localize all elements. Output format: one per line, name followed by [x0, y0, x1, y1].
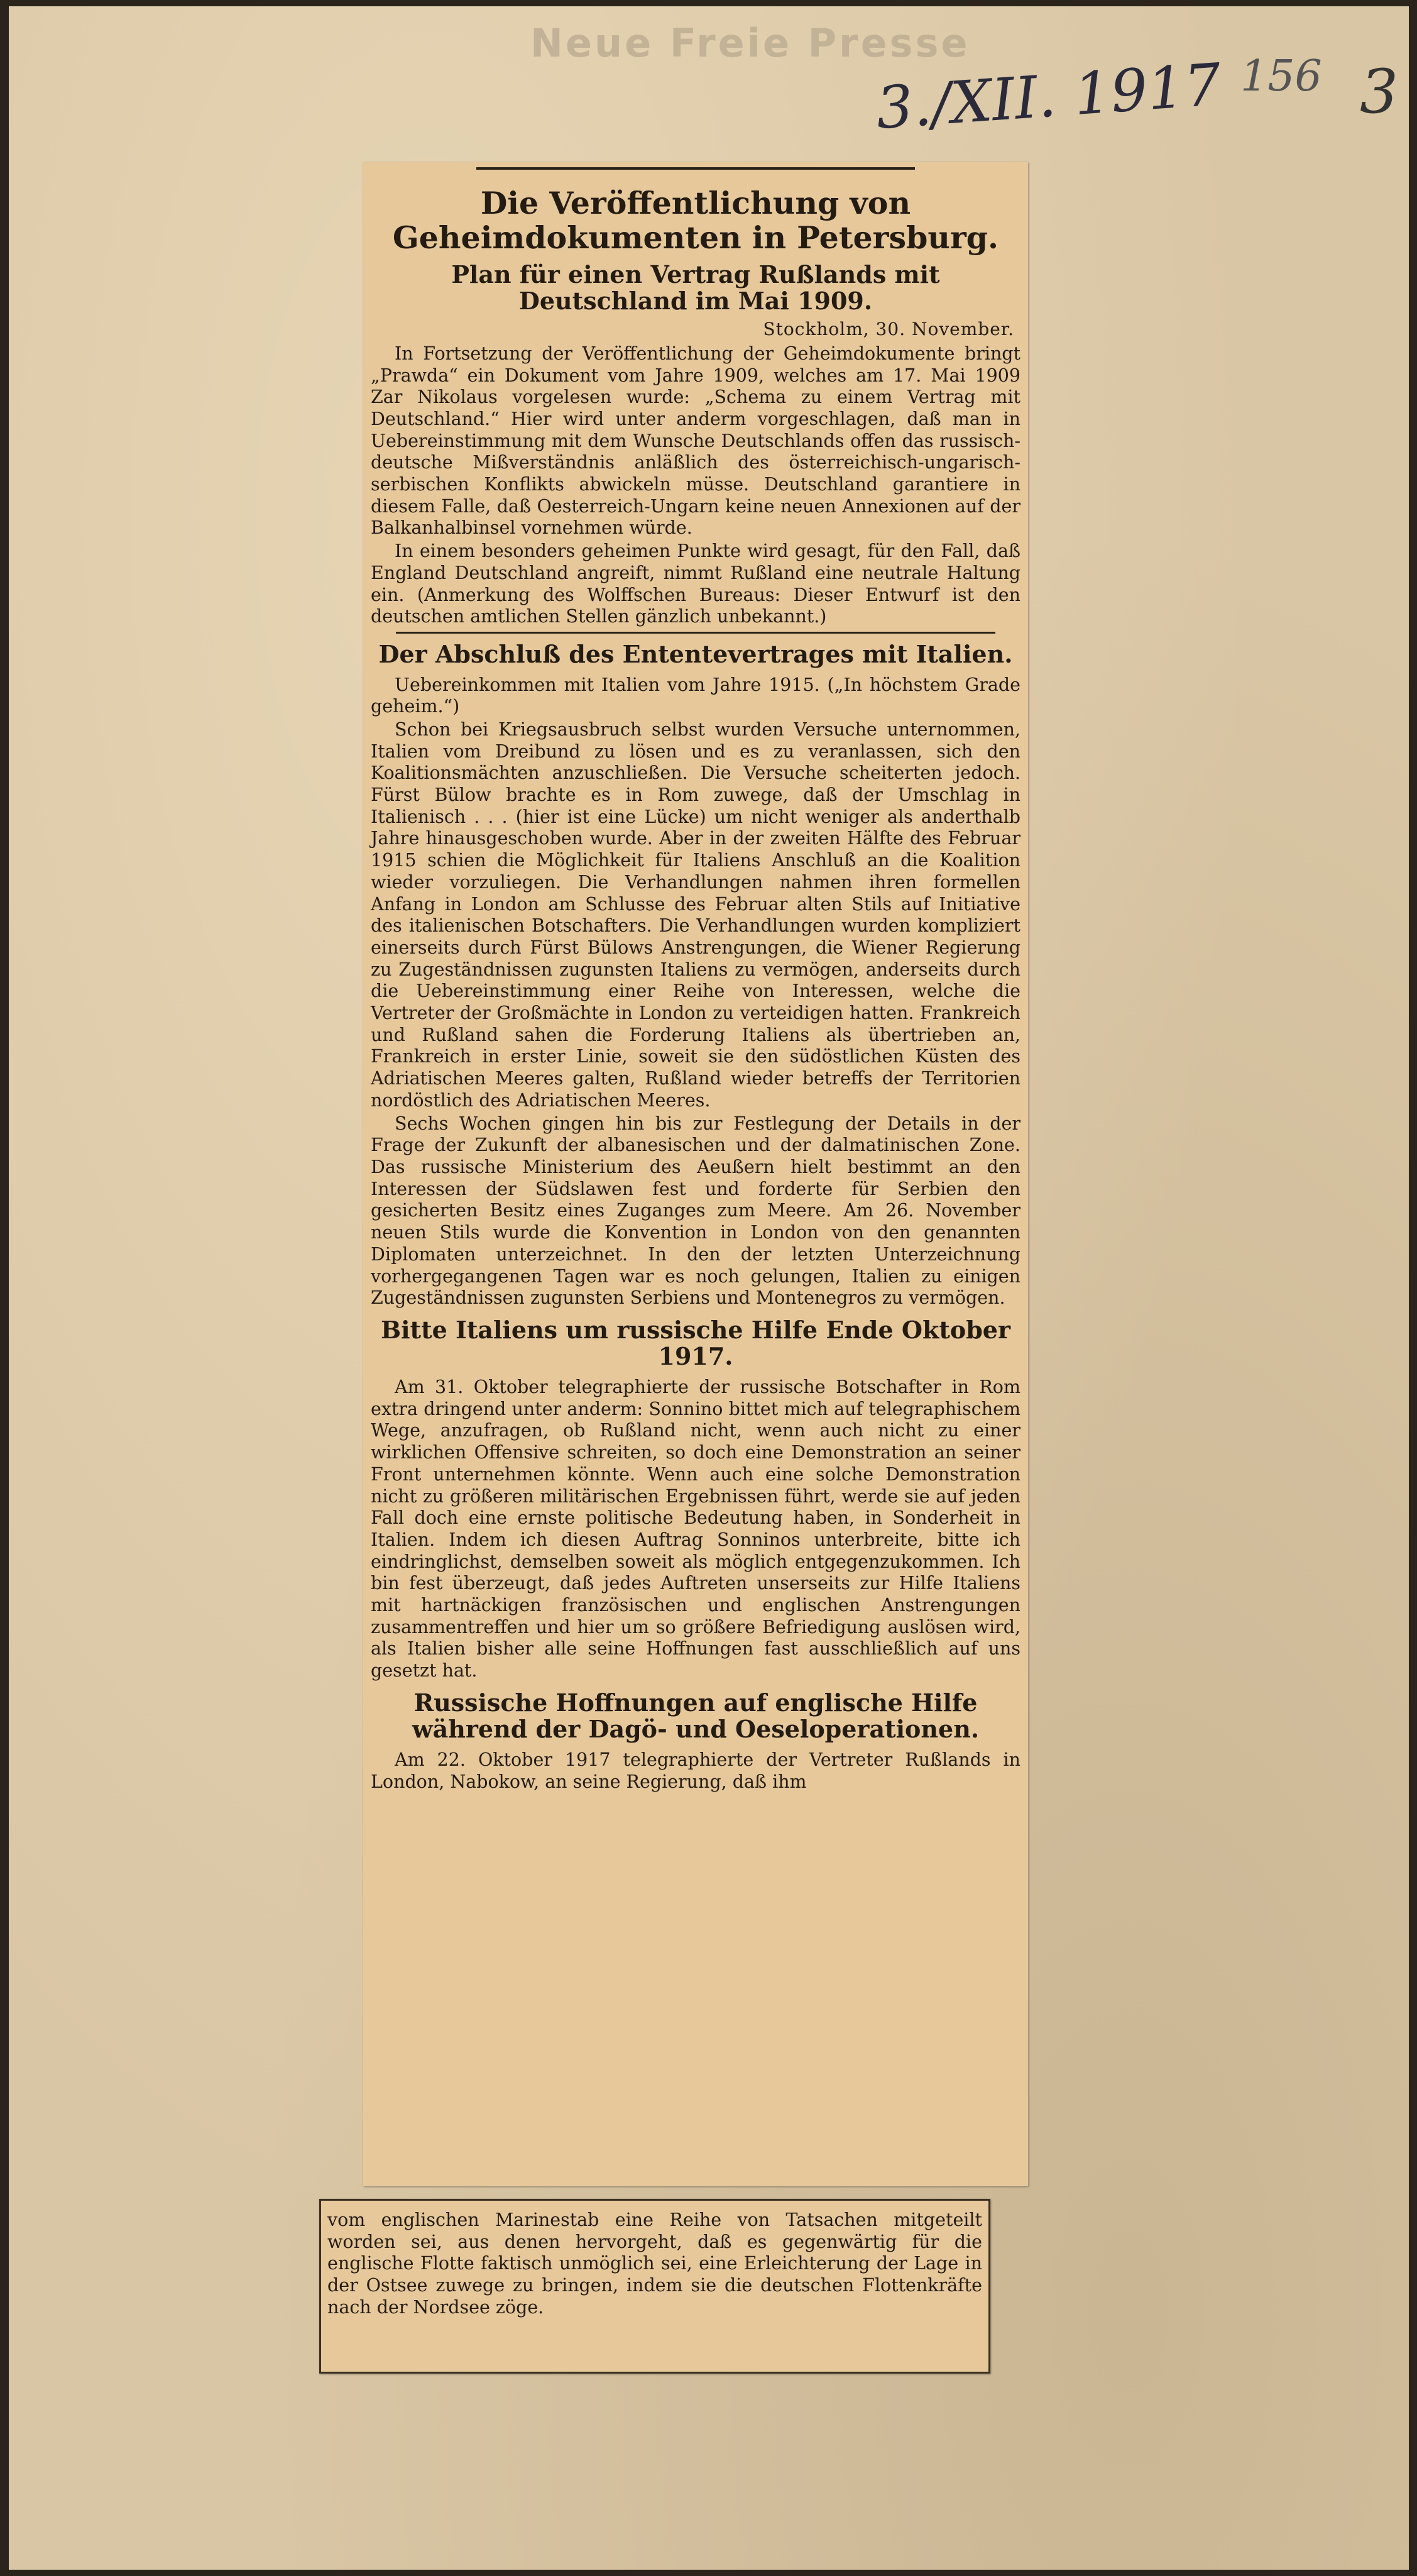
paragraph: In einem besonders geheimen Punkte wird gesagt, für den Fall, daß England Deutschland angreift, nimmt Rußland eine neutrale Haltung ein. (Anmerkung des Wolffschen Bureaus: Dieser Entwurf ist den deutschen amtlichen Stellen gänzlich unbekannt.)	[371, 541, 1020, 627]
article-column	[371, 175, 1020, 1794]
continuation-paragraph: vom englischen Marinestab eine Reihe von Tatsachen mitgeteilt worden sei, aus denen hervorgeht, daß es gegenwärtig für die englische Flotte faktisch unmöglich sei, eine Erleichterung der Lage in der Ostsee zuwege zu bringen, indem sie die deutschen Flottenkräfte nach der Nordsee zöge.	[327, 2210, 982, 2318]
paragraph: Sechs Wochen gingen hin bis zur Festlegung der Details in der Frage der Zukunft der albanesischen und der dalmatinischen Zone. Das russische Ministerium des Aeußern hielt bestimmt an den Interessen der Südslawen fest und forderte für Serbien den gesicherten Besitz eines Zuganges zum Meere. Am 26. November neuen Stils wurde die Konvention in London von den genannten Diplomaten unterzeichnet. In den der letzten Unterzeichnung vorhergegangenen Tagen war es noch gelungen, Italien zu einigen Zugeständnissen zugunsten Serbiens und Montenegros zu vermögen.	[371, 1113, 1020, 1309]
paragraph: Uebereinkommen mit Italien vom Jahre 1915. („In höchstem Grade geheim.“)	[371, 674, 1020, 717]
section-heading-3: Bitte Italiens um russische Hilfe Ende Oktober 1917.	[380, 1315, 1010, 1371]
paragraph: Schon bei Kriegsausbruch selbst wurden Versuche unternommen, Italien vom Dreibund zu lösen und es zu veranlassen, sich den Koalitionsmächten anzuschließen. Die Versuche scheiterten jedoch. Fürst Bülow brachte es in Rom zuwege, daß der Umschlag in Italienisch . . . (hier ist eine Lücke) um nicht weniger als anderthalb Jahre hinausgeschoben wurde. Aber in der zweiten Hälfte des Februar 1915 schien die Möglichkeit für Italiens Anschluß an die Koalition wieder vorzuliegen. Die Verhandlungen nahmen ihren formellen Anfang in London am Schlusse des Februar alten Stils auf Initiative des italienischen Botschafters. Die Verhandlungen wurden kompliziert einerseits durch Fürst Bülows Anstrengungen, die Wiener Regierung zu Zugeständnissen zugunsten Italiens zu vermögen, anderseits durch die Uebereinstimmung einer Reihe von Interessen, welche die Vertreter der Großmächte in London zu verteidigen hatten. Frankreich und Rußland sahen die Forderung Italiens als übertrieben an, Frankreich in erster Linie, soweit sie den südöstlichen Küsten des Adriatischen Meeres galten, Rußland wieder betreffs der Territorien nordöstlich des Adriatischen Meeres.	[371, 718, 1020, 1111]
handwritten-date: 3./XII. 1917	[873, 50, 1223, 143]
page-number: 3	[1360, 57, 1399, 127]
newspaper-clipping	[363, 162, 1028, 2186]
continuation-clipping	[319, 2199, 990, 2374]
section-heading-1: Plan für einen Vertrag Rußlands mit Deutschland im Mai 1909.	[451, 260, 940, 316]
paragraph: Am 31. Oktober telegraphierte der russische Botschafter in Rom extra dringend unter anderm: Sonnino bittet mich auf telegraphischem Wege, anzufragen, ob Rußland nicht, wenn auch nicht zu einer wirklichen Offensive schreiten, so doch eine Demonstration an seiner Front unternehmen könnte. Wenn auch eine solche Demonstration nicht zu größeren militärischen Ergebnissen führt, werde sie auf jeden Fall doch eine ernste politische Bedeutung haben, in Sonderheit in Italien. Indem ich diesen Auftrag Sonninos unterbreite, bitte ich eindringlichst, demselben soweit als möglich entgegenzukommen. Ich bin fest überzeugt, daß jedes Auftreten unserseits zur Hilfe Italiens mit hartnäckigen französischen und englischen Anstrengungen zusammentreffen und hier um so größere Befriedigung auslösen wird, als Italien bisher alle seine Hoffnungen fast ausschließlich auf uns gesetzt hat.	[371, 1377, 1020, 1682]
folio-number: 156	[1240, 52, 1322, 101]
paragraph: Am 22. Oktober 1917 telegraphierte der Vertreter Rußlands in London, Nabokow, an seine Regierung, daß ihm	[371, 1749, 1020, 1792]
section-divider	[396, 632, 995, 634]
paragraph: In Fortsetzung der Veröffentlichung der Geheimdokumente bringt „Prawda“ ein Dokument vom Jahre 1909, welches am 17. Mai 1909 Zar Nikolaus vorgelesen wurde: „Schema zu einem Vertrag mit Deutschland.“ Hier wird unter anderm vorgeschlagen, daß man in Uebereinstimmung mit dem Wunsche Deutschlands offen das russisch-deutsche Mißverständnis anläßlich des österreichisch-ungarisch-serbischen Konflikts abwickeln müsse. Deutschland garantiere in diesem Falle, daß Oesterreich-Ungarn keine neuen Annexionen auf der Balkanhalbinsel vornehmen würde.	[371, 343, 1020, 539]
archive-stamp: Neue Freie Presse	[530, 20, 970, 66]
dateline: Stockholm, 30. November.	[763, 318, 1014, 339]
top-rule	[476, 167, 915, 170]
section-heading-2: Der Abschluß des Ententevertrages mit Italien.	[378, 639, 1013, 668]
section-heading-4: Russische Hoffnungen auf englische Hilfe während der Dagö- und Oeseloperationen.	[412, 1688, 980, 1744]
article-title: Die Veröffentlichung von Geheimdokumenten in Petersburg.	[392, 185, 999, 256]
continuation-column	[327, 2210, 982, 2319]
